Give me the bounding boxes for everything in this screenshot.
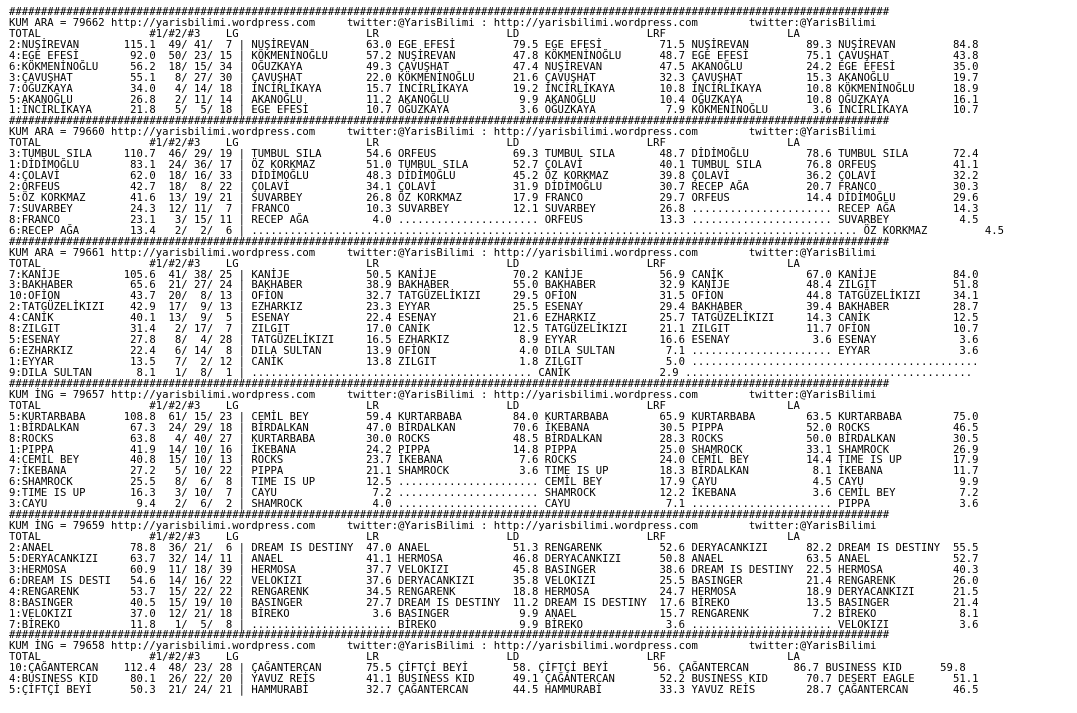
text-line: 4:BUSINESS KID 80.1 26/ 22/ 20 | YAVUZ REİS 41.1 BUSINESS KID 49.1 ÇAĞANTERCAN 52.2 BUSINESS KID 70.7 DESERT EAGLE 51.1 [9, 673, 979, 686]
text-line: 6:KÖKMENİNOĞLU 56.2 18/ 15/ 34 | OĞUZKAYA 49.3 ÇAVUŞHAT 47.4 NUŞİREVAN 47.5 AKANOĞLU 24.2 EGE EFESİ 35.0 [9, 60, 979, 73]
text-line: 3:ÇAVUŞHAT 55.1 8/ 27/ 30 | ÇAVUŞHAT 22.0 KÖKMENİNOĞLU 21.6 ÇAVUŞHAT 32.3 ÇAVUŞHAT 15.3 AKANOĞLU 19.7 [9, 71, 979, 84]
text-line: 1:EYYAR 13.5 7/ 2/ 12 | CANİK 13.8 ZILGIT 1.8 ZILGIT 5.0 ............................................. [9, 356, 979, 368]
text-line: 8:ZILGIT 31.4 2/ 17/ 7 | ZILGIT 17.0 CANİK 12.5 TATGÜZELİKIZI 21.1 ZILGIT 11.7 OFİON 10.7 [9, 323, 979, 336]
text-line: 7:OĞUZKAYA 34.0 4/ 14/ 18 | İNCİRLİKAYA 15.7 İNCİRLİKAYA 19.2 İNCİRLİKAYA 10.8 İNCİRLİKAYA 10.8 KÖKMENİNOĞLU 18.9 [9, 82, 979, 95]
text-line: 1:BİRDALKAN 67.3 24/ 29/ 18 | BİRDALKAN 47.0 BİRDALKAN 70.6 İKEBANA 30.5 PIPPA 52.0 ROCKS 46.5 [9, 421, 979, 434]
text-line: 8:ROCKS 63.8 4/ 40/ 27 | KURTARBABA 30.0 ROCKS 48.5 BİRDALKAN 28.3 ROCKS 50.0 BİRDALKAN 30.5 [9, 432, 979, 445]
separator-line: ########################################################################################################################################## [9, 629, 890, 642]
text-line: 3:TUMBUL SILA 110.7 46/ 29/ 19 | TUMBUL SILA 54.6 ORFEUS 69.3 TUMBUL SILA 48.7 DİDİMOĞLU 78.6 TUMBUL SILA 72.4 [9, 148, 979, 161]
text-line: KUM ARA = 79661 http://yarisbilimi.wordpress.com twitter:@YarisBilimi : http://yarisbilimi.wordpress.com twitter:@YarisBilimi [9, 246, 877, 259]
text-line: 1:PIPPA 41.9 14/ 10/ 16 | İKEBANA 24.2 PIPPA 14.8 PIPPA 25.0 SHAMROCK 33.1 SHAMROCK 26.9 [9, 443, 979, 456]
text-line: 5:ÖZ KORKMAZ 41.6 13/ 19/ 21 | SUVARBEY 26.8 ÖZ KORKMAZ 17.9 FRANCO 29.7 ORFEUS 14.4 DİDİMOĞLU 29.6 [9, 191, 979, 204]
text-line: 4:ÇOLAVİ 62.0 18/ 16/ 33 | DİDİMOĞLU 48.3 DİDİMOĞLU 45.2 ÖZ KORKMAZ 39.8 ÇOLAVİ 36.2 ÇOLAVİ 32.2 [9, 170, 979, 183]
text-line: KUM İNG = 79657 http://yarisbilimi.wordpress.com twitter:@YarisBilimi : http://yarisbilimi.wordpress.com twitter:@YarisBilimi [9, 388, 877, 401]
text-line: KUM İNG = 79658 http://yarisbilimi.wordpress.com twitter:@YarisBilimi : http://yarisbilimi.wordpress.com twitter:@YarisBilimi [9, 640, 877, 653]
text-line: 2:ORFEUS 42.7 18/ 8/ 22 | ÇOLAVİ 34.1 ÇOLAVİ 31.9 DİDİMOĞLU 30.7 RECEP AĞA 20.7 FRANCO 30.3 [9, 181, 979, 193]
text-line: 3:HERMOSA 60.9 11/ 18/ 39 | HERMOSA 37.7 VELOKIZI 45.8 BASINGER 38.6 DREAM IS DESTINY 22.5 HERMOSA 40.3 [9, 563, 979, 576]
text-line: 9:DILA SULTAN 8.1 1/ 8/ 1 | ............................................ CANİK 2.9 ............................................. [9, 366, 973, 379]
text-line: 5:KURTARBABA 108.8 61/ 15/ 23 | CEMİL BEY 59.4 KURTARBABA 84.0 KURTARBABA 65.9 KURTARBABA 63.5 KURTARBABA 75.0 [9, 410, 979, 423]
text-line: KUM ARA = 79662 http://yarisbilimi.wordpress.com twitter:@YarisBilimi : http://yarisbilimi.wordpress.com twitter:@YarisBilimi [9, 16, 877, 29]
text-line: 10:ÇAĞANTERCAN 112.4 48/ 23/ 28 | ÇAĞANTERCAN 75.5 ÇİFTÇİ BEYİ 58. ÇİFTÇİ BEYİ 56. ÇAĞANTERCAN 86.7 BUSINESS KID 59.8 [9, 662, 966, 675]
separator-line: ########################################################################################################################################## [9, 235, 890, 248]
text-line: 5:ÇİFTÇİ BEYİ 50.3 21/ 24/ 21 | HAMMURABİ 32.7 ÇAĞANTERCAN 44.5 HAMMURABİ 33.3 YAVUZ REİS 28.7 ÇAĞANTERCAN 46.5 [9, 684, 979, 697]
race-analysis-document [9, 7, 1004, 696]
text-line: 1:DİDİMOĞLU 83.1 24/ 36/ 17 | ÖZ KORKMAZ 51.0 TUMBUL SILA 52.7 ÇOLAVİ 40.1 TUMBUL SILA 76.8 ORFEUS 41.1 [9, 159, 979, 172]
separator-line: ########################################################################################################################################## [9, 377, 890, 390]
separator-line: ########################################################################################################################################## [9, 115, 890, 128]
text-line: TOTAL #1/#2/#3 LG LR LD LRF LA [9, 651, 800, 664]
text-line: TOTAL #1/#2/#3 LG LR LD LRF LA [9, 531, 800, 543]
text-line: 3:CAYU 9.4 2/ 6/ 2 | SHAMROCK 4.0 ...................... CAYU 7.1 ...................... PIPPA 3.6 [9, 498, 979, 511]
text-line: 9:TIME IS UP 16.3 3/ 10/ 7 | CAYU 7.2 ...................... SHAMROCK 12.2 İKEBANA 3.6 CEMİL BEY 7.2 [9, 487, 979, 500]
text-line: 6:DREAM IS DESTI 54.6 14/ 16/ 22 | VELOKIZI 37.6 DERYACANKIZI 35.8 VELOKIZI 25.5 BASINGER 21.4 RENGARENK 26.0 [9, 574, 979, 587]
text-line: 4:CEMİL BEY 40.8 15/ 10/ 13 | ROCKS 23.7 İKEBANA 7.6 ROCKS 24.0 CEMİL BEY 14.4 TIME IS UP 17.9 [9, 454, 979, 467]
text-line: 2:TATGÜZELİKIZI 42.9 17/ 9/ 13 | EZHARKIZ 23.3 EYYAR 25.5 ESENAY 29.4 BAKHABER 39.4 BAKHABER 28.7 [9, 301, 979, 314]
text-line: 2:ANAEL 78.8 36/ 21/ 6 | DREAM IS DESTINY 47.0 ANAEL 51.3 RENGARENK 52.6 DERYACANKIZI 82.2 DREAM IS DESTINY 55.5 [9, 541, 979, 554]
text-line: 4:RENGARENK 53.7 15/ 22/ 22 | RENGARENK 34.5 RENGARENK 18.8 HERMOSA 24.7 HERMOSA 18.9 DERYACANKIZI 21.5 [9, 585, 979, 598]
text-line: TOTAL #1/#2/#3 LG LR LD LRF LA [9, 257, 800, 270]
text-line: 6:RECEP AĞA 13.4 2/ 2/ 6 | ............................................................................................... ÖZ KORKMAZ 4.5 [9, 224, 1004, 237]
text-line: 5:DERYACANKIZI 63.7 32/ 14/ 11 | ANAEL 41.1 HERMOSA 46.8 DERYACANKIZI 50.8 ANAEL 63.5 ANAEL 52.7 [9, 552, 979, 565]
text-line: 10:OFİON 43.7 20/ 8/ 13 | OFİON 32.7 TATGÜZELİKIZI 29.5 OFİON 31.5 OFİON 44.8 TATGÜZELİKIZI 34.1 [9, 290, 979, 303]
text-line: KUM İNG = 79659 http://yarisbilimi.wordpress.com twitter:@YarisBilimi : http://yarisbilimi.wordpress.com twitter:@YarisBilimi [9, 520, 877, 533]
text-line: 7:İKEBANA 27.2 5/ 10/ 22 | PIPPA 21.1 SHAMROCK 3.6 TIME IS UP 18.3 BİRDALKAN 8.1 İKEBANA 11.7 [9, 465, 979, 478]
text-line: 1:İNCİRLİKAYA 21.8 5/ 5/ 18 | EGE EFESİ 10.7 OĞUZKAYA 3.6 OĞUZKAYA 7.9 KÖKMENİNOĞLU 3.6 İNCİRLİKAYA 10.7 [9, 104, 979, 117]
text-line: 3:BAKHABER 65.6 21/ 27/ 24 | BAKHABER 38.9 BAKHABER 55.0 BAKHABER 32.9 KANİJE 48.4 ZILGIT 51.8 [9, 279, 979, 292]
separator-line: ########################################################################################################################################## [9, 6, 890, 18]
text-line: TOTAL #1/#2/#3 LG LR LD LRF LA [9, 137, 800, 150]
text-line: 7:KANİJE 105.6 41/ 38/ 25 | KANİJE 50.5 KANİJE 70.2 KANİJE 56.9 CANİK 67.0 KANİJE 84.0 [9, 268, 979, 281]
text-line: TOTAL #1/#2/#3 LG LR LD LRF LA [9, 399, 800, 412]
text-line: KUM ARA = 79660 http://yarisbilimi.wordpress.com twitter:@YarisBilimi : http://yarisbilimi.wordpress.com twitter:@YarisBilimi [9, 126, 877, 139]
text-line: 6:SHAMROCK 25.5 8/ 6/ 8 | TIME IS UP 12.5 ...................... CEMİL BEY 17.9 CAYU 4.5 CAYU 9.9 [9, 476, 979, 489]
text-line: TOTAL #1/#2/#3 LG LR LD LRF LA [9, 27, 800, 40]
separator-line: ########################################################################################################################################## [9, 509, 890, 522]
text-line: 5:AKANOĞLU 26.8 2/ 11/ 14 | AKANOĞLU 11.2 AKANOĞLU 9.9 AKANOĞLU 10.4 OĞUZKAYA 10.8 OĞUZKAYA 16.1 [9, 93, 979, 106]
text-line: 7:SUVARBEY 24.3 12/ 11/ 7 | FRANCO 10.3 SUVARBEY 12.1 SUVARBEY 26.8 ...................... RECEP AĞA 14.3 [9, 202, 979, 215]
text-line: 5:ESENAY 27.8 8/ 4/ 28 | TATGÜZELİKIZI 16.5 EZHARKIZ 8.9 EYYAR 16.6 ESENAY 3.6 ESENAY 3.6 [9, 334, 979, 347]
text-line: 4:CANİK 40.1 13/ 9/ 5 | ESENAY 22.4 ESENAY 21.6 EZHARKIZ 25.7 TATGÜZELİKIZI 14.3 CANİK 12.5 [9, 312, 979, 325]
text-line: 8:BASINGER 40.5 15/ 19/ 10 | BASINGER 27.7 DREAM IS DESTINY 11.2 DREAM IS DESTINY 17.6 BİREKO 13.5 BASINGER 21.4 [9, 596, 979, 609]
text-line: 4:EGE EFESİ 92.0 50/ 23/ 15 | KÖKMENİNOĞLU 57.2 NUŞİREVAN 47.8 KÖKMENİNOĞLU 48.7 EGE EFESİ 75.1 ÇAVUŞHAT 43.8 [9, 49, 979, 62]
text-line: 1:VELOKIZI 37.0 12/ 21/ 18 | BİREKO 3.6 BASINGER 9.9 ANAEL 15.7 RENGARENK 7.2 BİREKO 8.1 [9, 607, 979, 620]
text-line: 2:NUŞİREVAN 115.1 49/ 41/ 7 | NUŞİREVAN 63.0 EGE EFESİ 79.5 EGE EFESİ 71.5 NUŞİREVAN 89.3 NUŞİREVAN 84.8 [9, 38, 979, 51]
text-line: 6:EZHARKIZ 22.4 6/ 14/ 8 | DILA SULTAN 13.9 OFİON 4.0 DILA SULTAN 7.1 ...................... EYYAR 3.6 [9, 345, 979, 358]
text-line: 7:BİREKO 11.8 1/ 5/ 8 | ...................... BİREKO 9.9 BİREKO 3.6 ...................... VELOKIZI 3.6 [9, 618, 979, 631]
text-line: 8:FRANCO 23.1 3/ 15/ 11 | RECEP AĞA 4.0 ...................... ORFEUS 13.3 ...................... SUVARBEY 4.5 [9, 213, 979, 226]
